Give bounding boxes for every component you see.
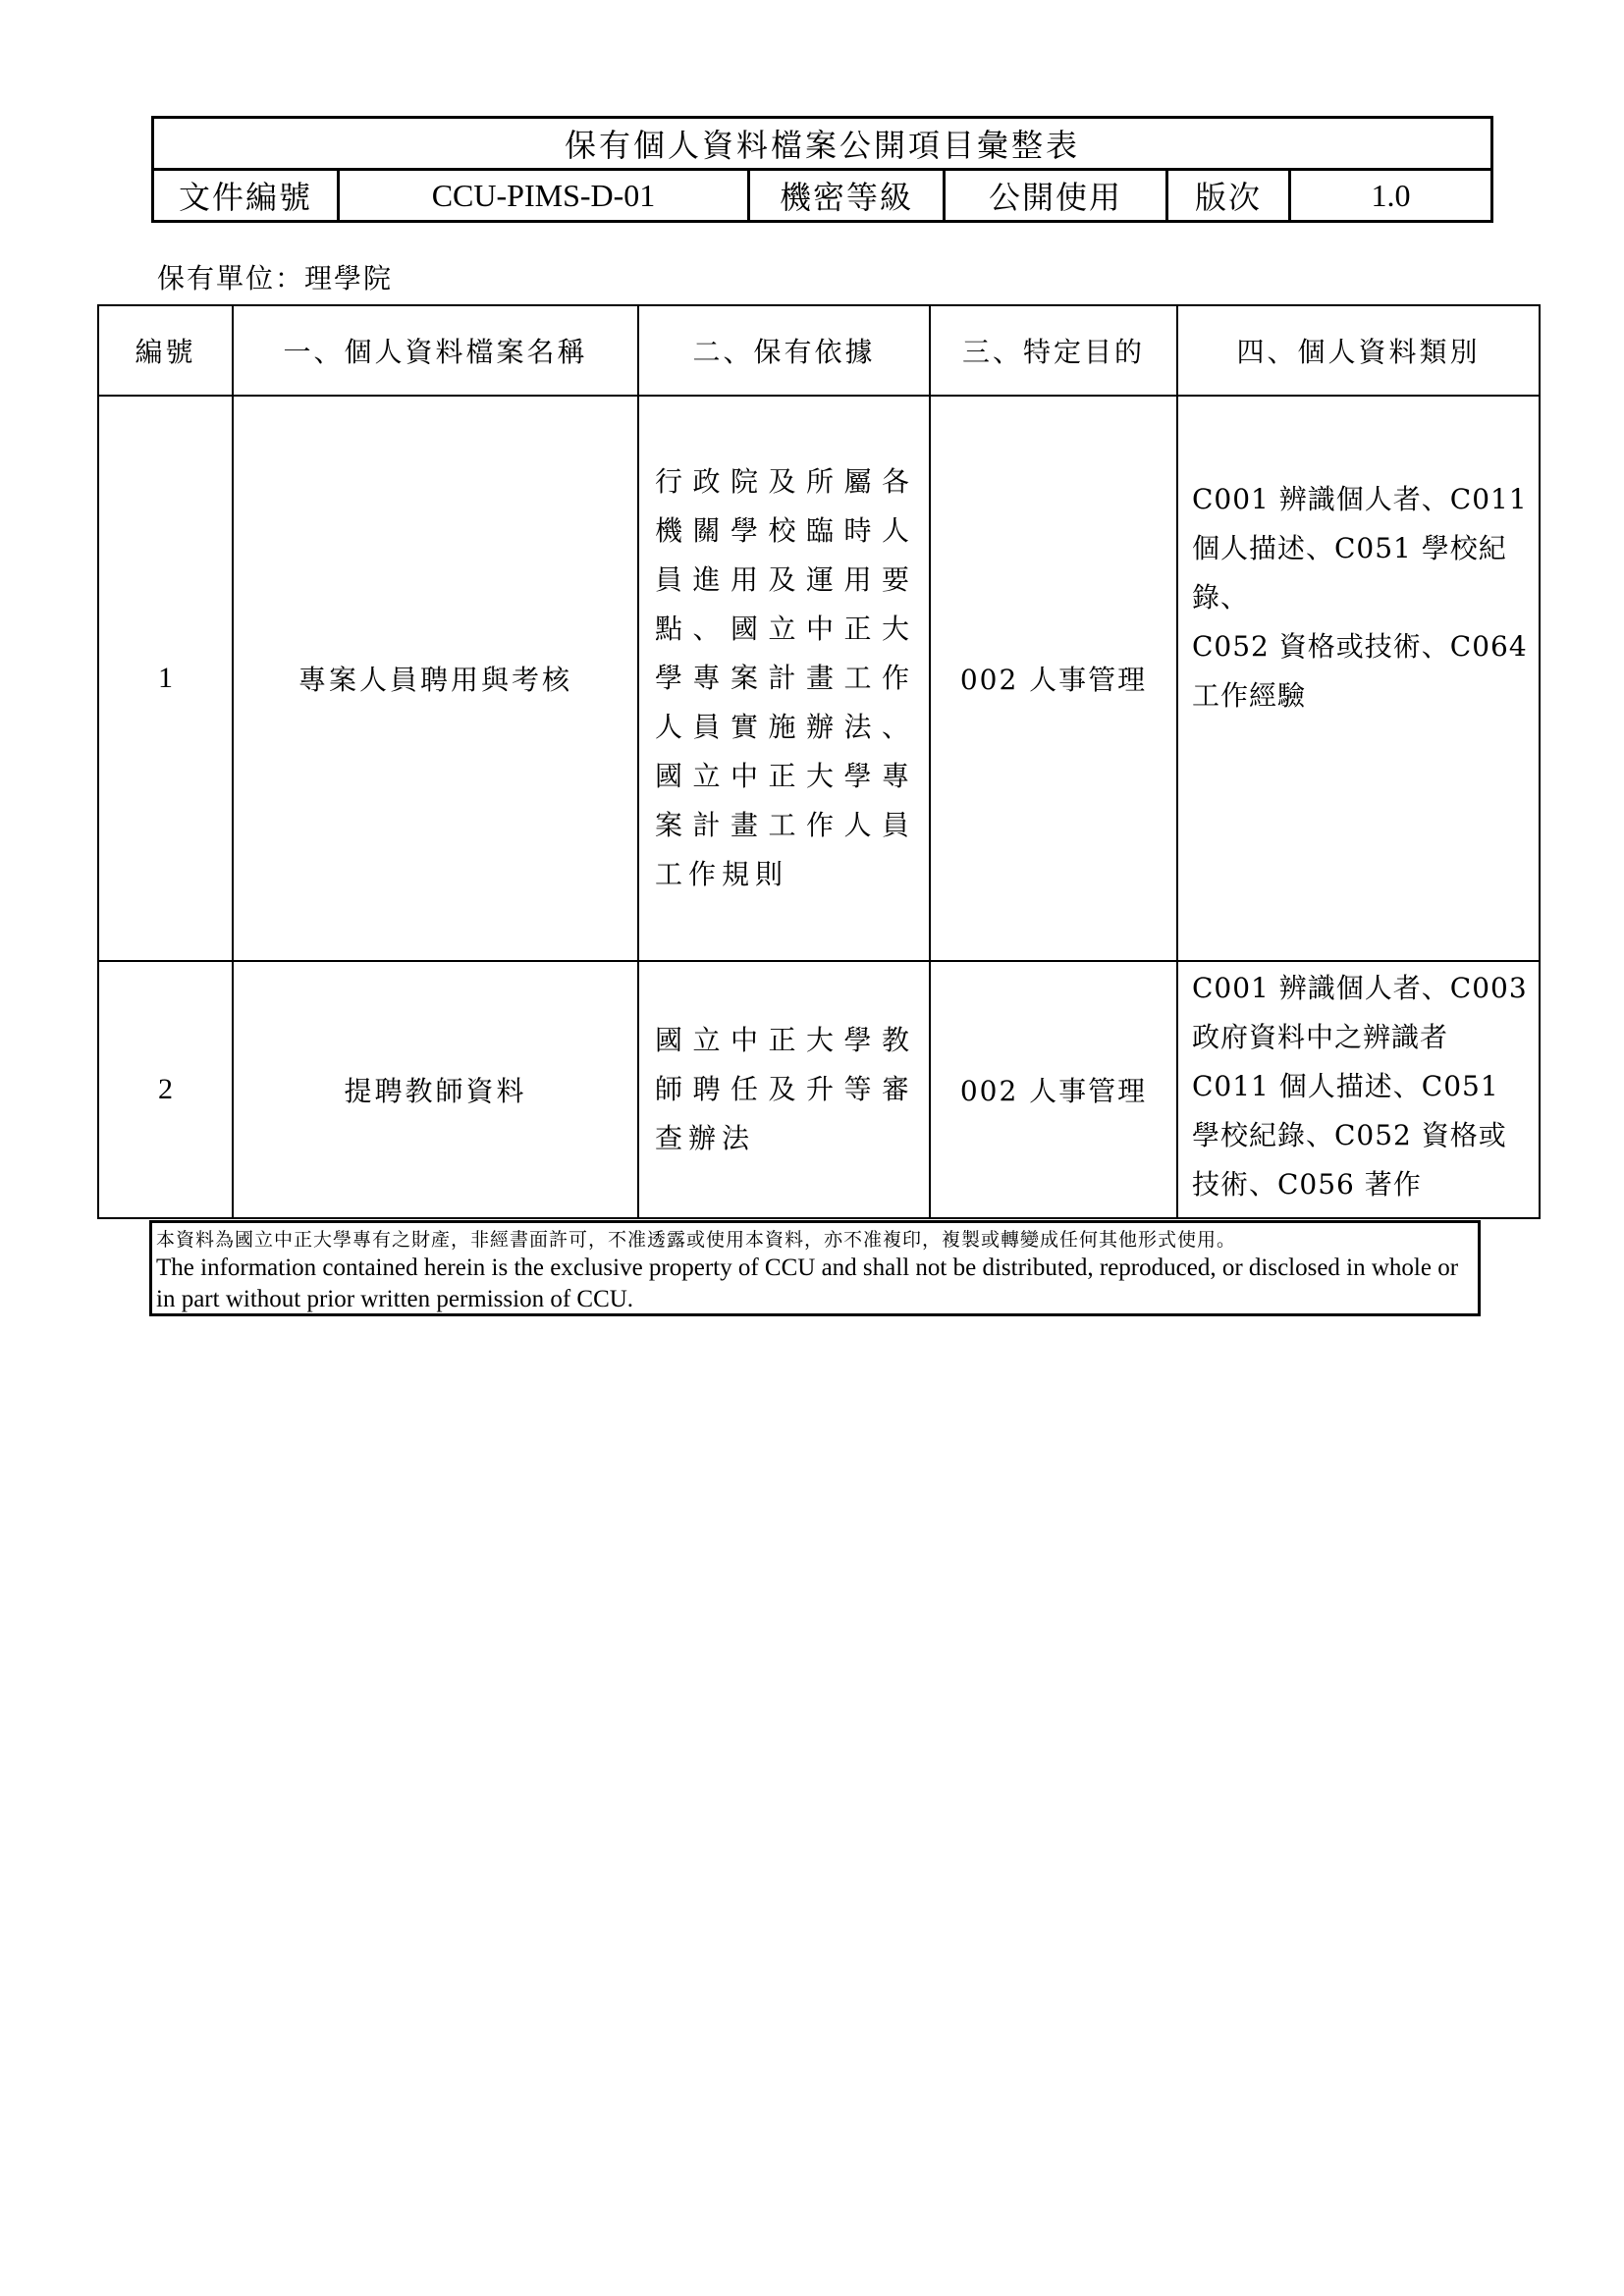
version-label: 版次 <box>1167 170 1290 222</box>
data-categories <box>1177 961 1540 1218</box>
holding-basis: 國立中正大學教師聘任及升等審查辦法 <box>638 961 930 1218</box>
document-header-table <box>151 116 1493 223</box>
specific-purpose: 002 人事管理 <box>930 961 1177 1218</box>
document-title: 保有個人資料檔案公開項目彙整表 <box>153 118 1492 170</box>
col-header-no: 編號 <box>98 305 233 396</box>
personal-data-files-table <box>97 304 1541 1219</box>
col-header-basis: 二、保有依據 <box>638 305 930 396</box>
row-number: 1 <box>98 396 233 961</box>
confidentiality-notice <box>149 1220 1481 1316</box>
category-line: C052 資格或技術、C064 工作經驗 <box>1192 630 1528 712</box>
col-header-categories: 四、個人資料類別 <box>1177 305 1540 396</box>
row-number: 2 <box>98 961 233 1218</box>
category-line: C001 辨識個人者、C003 政府資料中之辨識者 C011 個人描述、C051 學校紀錄、C052 資格或技術、C056 著作 <box>1192 972 1528 1201</box>
notice-english: The information contained herein is the exclusive property of CCU and shall not be distributed, reproduced, or disclosed in whole or in part without prior written permission of CCU. <box>156 1255 1459 1312</box>
table-row <box>98 396 1540 961</box>
file-name: 提聘教師資料 <box>233 961 638 1218</box>
doc-number-label: 文件編號 <box>153 170 339 222</box>
col-header-purpose: 三、特定目的 <box>930 305 1177 396</box>
table-header-row <box>98 305 1540 396</box>
category-line: C001 辨識個人者、C011 個人描述、C051 學校紀錄、 <box>1192 483 1528 614</box>
version-value: 1.0 <box>1290 170 1492 222</box>
file-name: 專案人員聘用與考核 <box>233 396 638 961</box>
holding-basis: 行政院及所屬各機關學校臨時人員進用及運用要點、國立中正大學專案計畫工作人員實施辦法、國立中正大學專案計畫工作人員工作規則 <box>638 396 930 961</box>
security-level-value: 公開使用 <box>945 170 1167 222</box>
data-categories <box>1177 396 1540 961</box>
security-level-label: 機密等級 <box>749 170 945 222</box>
table-row <box>98 961 1540 1218</box>
notice-chinese: 本資料為國立中正大學專有之財產，非經書面許可，不准透露或使用本資料，亦不准複印，複製或轉變成任何其他形式使用。 <box>156 1230 1237 1251</box>
col-header-file-name: 一、個人資料檔案名稱 <box>233 305 638 396</box>
holding-unit: 保有單位：理學院 <box>157 262 394 294</box>
specific-purpose: 002 人事管理 <box>930 396 1177 961</box>
doc-number-value: CCU-PIMS-D-01 <box>339 170 749 222</box>
